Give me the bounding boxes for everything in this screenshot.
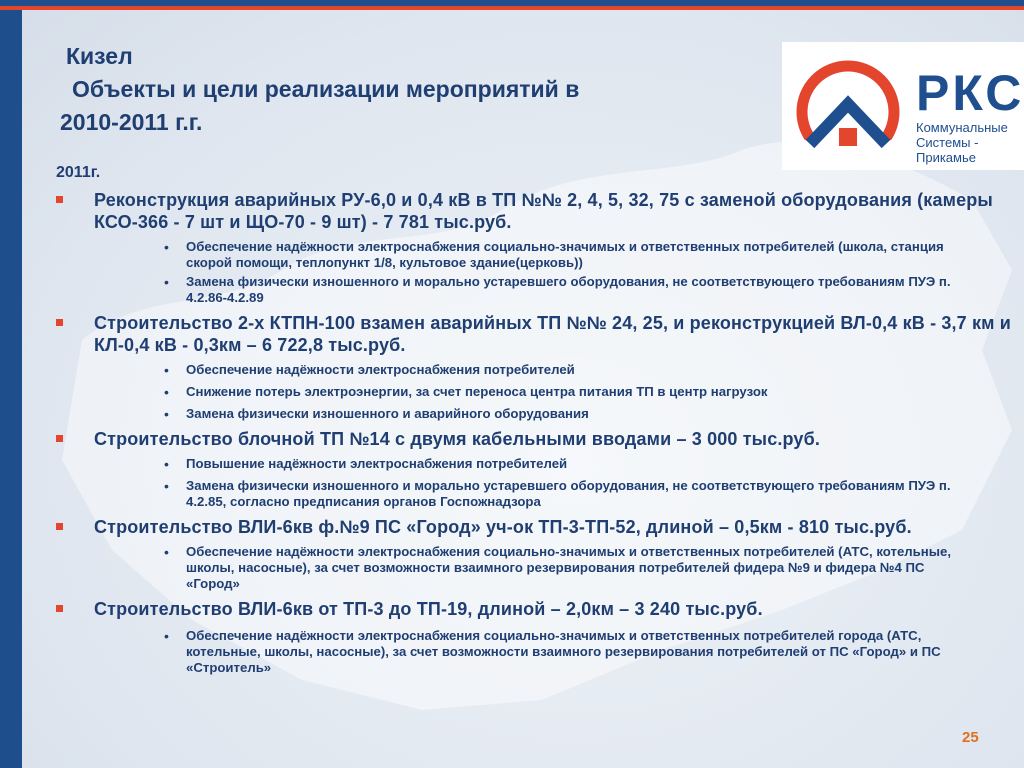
measures-list	[56, 189, 1016, 676]
square-bullet-icon	[56, 523, 63, 530]
goal-item	[56, 544, 1016, 592]
logo-company-name	[916, 120, 1008, 165]
title-line-3: 2010-2011 г.г.	[60, 109, 203, 135]
goal-text: Обеспечение надёжности электроснабжения потребителей	[186, 362, 575, 377]
logo-abbreviation: РКС	[916, 65, 1024, 121]
left-accent-bar	[0, 10, 22, 768]
round-bullet-icon: •	[164, 628, 169, 644]
measure-item	[56, 312, 1016, 356]
slide-background	[22, 10, 1024, 768]
measure-text: Реконструкция аварийных РУ-6,0 и 0,4 кВ в ТП №№ 2, 4, 5, 32, 75 с заменой оборудования (камеры КСО-366 - 7 шт и ЩО-70 - 9 шт) - 7 781 тыс.руб.	[94, 190, 993, 232]
goal-item	[56, 384, 1016, 400]
goal-item	[56, 362, 1016, 378]
company-logo	[782, 42, 1024, 170]
round-bullet-icon: •	[164, 384, 169, 400]
measure-text: Строительство 2-х КТПН-100 взамен аварийных ТП №№ 24, 25, и реконструкцией ВЛ-0,4 кВ - 3,7 км и КЛ-0,4 кВ - 0,3км – 6 722,8 тыс.руб.	[94, 313, 1011, 355]
logo-name-line-1: Коммунальные	[916, 120, 1008, 135]
measure-item	[56, 189, 1016, 233]
round-bullet-icon: •	[164, 362, 169, 378]
measure-text: Строительство блочной ТП №14 с двумя кабельными вводами – 3 000 тыс.руб.	[94, 429, 821, 449]
square-bullet-icon	[56, 435, 63, 442]
measure-item	[56, 428, 1016, 450]
round-bullet-icon: •	[164, 239, 169, 255]
round-bullet-icon: •	[164, 274, 169, 290]
goal-item	[56, 628, 1016, 676]
goal-text: Обеспечение надёжности электроснабжения социально-значимых и ответственных потребителей (школа, станция скорой помощи, теплопункт 1/8, культовое здание(церковь))	[186, 239, 944, 270]
page-number: 25	[962, 729, 979, 746]
goal-item	[56, 456, 1016, 472]
goal-item	[56, 406, 1016, 422]
measure-item	[56, 516, 1016, 538]
round-bullet-icon: •	[164, 456, 169, 472]
round-bullet-icon: •	[164, 478, 169, 494]
round-bullet-icon: •	[164, 406, 169, 422]
square-bullet-icon	[56, 319, 63, 326]
logo-name-line-3: Прикамье	[916, 150, 976, 165]
slide-title	[60, 40, 580, 139]
goal-text: Замена физически изношенного и морально устаревшего оборудования, не соответствующего требованиям ПУЭ п. 4.2.85, согласно предписания органов Госпожнадзора	[186, 478, 951, 509]
square-bullet-icon	[56, 196, 63, 203]
measure-text: Строительство ВЛИ-6кв ф.№9 ПС «Город» уч-ок ТП-3-ТП-52, длиной – 0,5км - 810 тыс.руб.	[94, 517, 912, 537]
round-bullet-icon: •	[164, 544, 169, 560]
title-line-2: Объекты и цели реализации мероприятий в	[72, 76, 580, 102]
logo-name-line-2: Системы -	[916, 135, 979, 150]
goal-text: Замена физически изношенного и аварийного оборудования	[186, 406, 589, 421]
goal-item	[56, 274, 1016, 306]
goal-text: Снижение потерь электроэнергии, за счет переноса центра питания ТП в центр нагрузок	[186, 384, 768, 399]
goal-item	[56, 239, 1016, 271]
goal-text: Повышение надёжности электроснабжения потребителей	[186, 456, 568, 471]
logo-house-icon	[788, 48, 908, 168]
year-label: 2011г.	[56, 164, 101, 181]
title-line-1: Кизел	[66, 43, 133, 69]
goal-text: Обеспечение надёжности электроснабжения социально-значимых и ответственных потребителей города (АТС, котельные, школы, насосные), за счет возможности взаимного резервирования потребителей от ПС «Город» и ПС «Строитель»	[186, 628, 941, 675]
goal-item	[56, 478, 1016, 510]
measure-item	[56, 598, 1016, 620]
goal-text: Обеспечение надёжности электроснабжения социально-значимых и ответственных потребителей (АТС, котельные, школы, насосные), за счет возможности взаимного резервирования потребителей фидера №9 и фидера №4 ПС «Город»	[186, 544, 951, 591]
goal-text: Замена физически изношенного и морально устаревшего оборудования, не соответствующего требованиям ПУЭ п. 4.2.86-4.2.89	[186, 274, 951, 305]
measure-text: Строительство ВЛИ-6кв от ТП-3 до ТП-19, длиной – 2,0км – 3 240 тыс.руб.	[94, 599, 763, 619]
square-bullet-icon	[56, 605, 63, 612]
